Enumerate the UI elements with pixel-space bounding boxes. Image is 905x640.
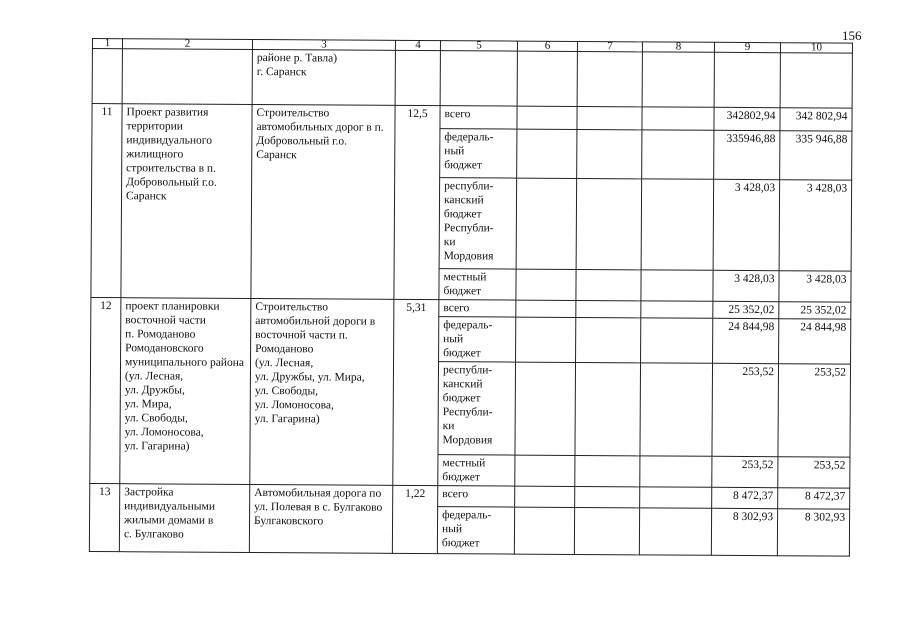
continuation-col-2 bbox=[122, 49, 252, 105]
header-col-7: 7 bbox=[577, 41, 642, 51]
col-9-value: 25 352,02 bbox=[713, 301, 779, 318]
length-cell: 1,22 bbox=[392, 485, 437, 553]
continuation-col-8 bbox=[642, 52, 714, 107]
funding-source: республи- канский бюджет Республи- ки Мордовия bbox=[439, 178, 517, 269]
funding-source: республи- канский бюджет Республи- ки Мордовия bbox=[438, 362, 516, 455]
col-7-cell bbox=[576, 269, 641, 300]
page-number: 156 bbox=[842, 28, 862, 43]
col-10-value: 253,52 bbox=[778, 364, 851, 457]
col-9-value: 253,52 bbox=[712, 363, 779, 456]
continuation-col-4 bbox=[395, 50, 440, 105]
col-8-cell bbox=[639, 508, 711, 555]
col-10-value: 8 472,37 bbox=[778, 488, 850, 509]
col-6-cell bbox=[515, 486, 575, 507]
continuation-col-5 bbox=[440, 51, 517, 106]
col-6-cell bbox=[515, 455, 575, 486]
col-6-cell bbox=[515, 362, 576, 455]
continuation-col-6 bbox=[517, 51, 577, 106]
col-7-cell bbox=[575, 362, 641, 455]
funding-source: всего bbox=[440, 106, 517, 129]
continuation-row bbox=[92, 49, 852, 109]
continuation-col-7 bbox=[577, 51, 642, 106]
header-col-10: 10 bbox=[780, 43, 852, 53]
funding-source: федераль- ный бюджет bbox=[439, 317, 516, 362]
project-cell: Проект развития территории индивидуального жилищного строительства в п. Добровольный г.о. Саранск bbox=[121, 104, 252, 299]
object-cell: Автомобильная дорога по ул. Полевая в с. Булгаково Булгаковского bbox=[249, 484, 392, 553]
col-7-cell bbox=[574, 507, 639, 554]
project-cell: Застройка индивидуальными жилыми домами в с. Булгаково bbox=[119, 484, 249, 553]
col-10-value: 253,52 bbox=[778, 457, 850, 488]
col-10-value: 335 946,88 bbox=[780, 131, 852, 180]
row-number: 13 bbox=[89, 483, 119, 551]
table-row bbox=[90, 483, 850, 509]
header-col-1: 1 bbox=[92, 39, 122, 49]
col-6-cell bbox=[514, 507, 574, 554]
object-cell: Строительство автомобильных дорог в п. Добровольный г.о. Саранск bbox=[251, 104, 395, 299]
funding-source: всего bbox=[438, 486, 515, 507]
col-10-value: 342 802,94 bbox=[780, 108, 852, 131]
header-col-9: 9 bbox=[714, 42, 780, 52]
col-10-value: 25 352,02 bbox=[779, 302, 851, 319]
continuation-col-1 bbox=[92, 49, 122, 104]
length-cell: 12,5 bbox=[394, 105, 440, 299]
col-7-cell bbox=[575, 486, 640, 507]
funding-source: федераль- ный бюджет bbox=[437, 507, 514, 554]
funding-source: всего bbox=[439, 300, 516, 317]
col-8-cell bbox=[641, 301, 713, 318]
col-8-cell bbox=[641, 179, 714, 270]
continuation-col-3: районе р. Тавла) г. Саранск bbox=[252, 49, 395, 105]
col-9-value: 335946,88 bbox=[714, 130, 780, 179]
col-9-value: 3 428,03 bbox=[713, 270, 779, 301]
col-6-cell bbox=[517, 106, 577, 129]
header-col-2: 2 bbox=[122, 39, 252, 50]
object-cell: Строительство автомобильной дороги в восточной части п. Ромоданово (ул. Лесная, ул. Дружбы, ул. Мира, ул. Свободы, ул. Ломоносова, ул. Гагарина) bbox=[250, 298, 394, 485]
col-9-value: 8 472,37 bbox=[712, 487, 778, 508]
funding-table bbox=[89, 38, 853, 557]
col-7-cell bbox=[575, 455, 640, 486]
col-10-value: 8 302,93 bbox=[777, 509, 849, 556]
header-col-6: 6 bbox=[517, 41, 577, 51]
header-col-3: 3 bbox=[252, 39, 395, 50]
col-7-cell bbox=[577, 106, 642, 129]
col-6-cell bbox=[516, 178, 577, 269]
col-8-cell bbox=[640, 487, 712, 508]
col-9-value: 3 428,03 bbox=[713, 179, 780, 270]
col-7-cell bbox=[576, 300, 641, 317]
col-6-cell bbox=[516, 300, 576, 317]
col-9-value: 342802,94 bbox=[714, 107, 780, 130]
col-10-value: 24 844,98 bbox=[779, 319, 851, 364]
col-8-cell bbox=[640, 456, 712, 487]
continuation-col-10 bbox=[780, 53, 852, 108]
funding-source: местный бюджет bbox=[438, 455, 515, 486]
col-8-cell bbox=[640, 363, 713, 456]
col-7-cell bbox=[577, 129, 642, 178]
col-7-cell bbox=[576, 178, 642, 269]
col-8-cell bbox=[642, 107, 714, 130]
row-number: 11 bbox=[91, 104, 122, 298]
header-col-8: 8 bbox=[642, 42, 714, 52]
col-10-value: 3 428,03 bbox=[779, 180, 852, 271]
col-9-value: 8 302,93 bbox=[711, 508, 777, 555]
table-row bbox=[92, 104, 852, 132]
col-6-cell bbox=[516, 269, 576, 300]
funding-source: федераль- ный бюджет bbox=[440, 129, 517, 178]
header-col-4: 4 bbox=[395, 40, 440, 50]
col-6-cell bbox=[516, 317, 576, 362]
col-6-cell bbox=[517, 129, 577, 178]
row-number: 12 bbox=[90, 297, 121, 483]
header-col-5: 5 bbox=[440, 41, 517, 51]
col-7-cell bbox=[576, 317, 641, 362]
col-8-cell bbox=[641, 318, 713, 363]
col-9-value: 24 844,98 bbox=[713, 318, 779, 363]
col-8-cell bbox=[641, 270, 713, 301]
funding-source: местный бюджет bbox=[439, 269, 516, 300]
col-8-cell bbox=[642, 130, 714, 179]
length-cell: 5,31 bbox=[393, 299, 439, 485]
continuation-col-9 bbox=[714, 52, 780, 107]
col-9-value: 253,52 bbox=[712, 456, 778, 487]
project-cell: проект планировки восточной части п. Ромоданово Ромодановского муниципального района (ул. Лесная, ул. Дружбы, ул. Мира, ул. Свободы, ул. Ломоносова, ул. Гагарина) bbox=[120, 298, 251, 485]
col-10-value: 3 428,03 bbox=[779, 271, 851, 302]
